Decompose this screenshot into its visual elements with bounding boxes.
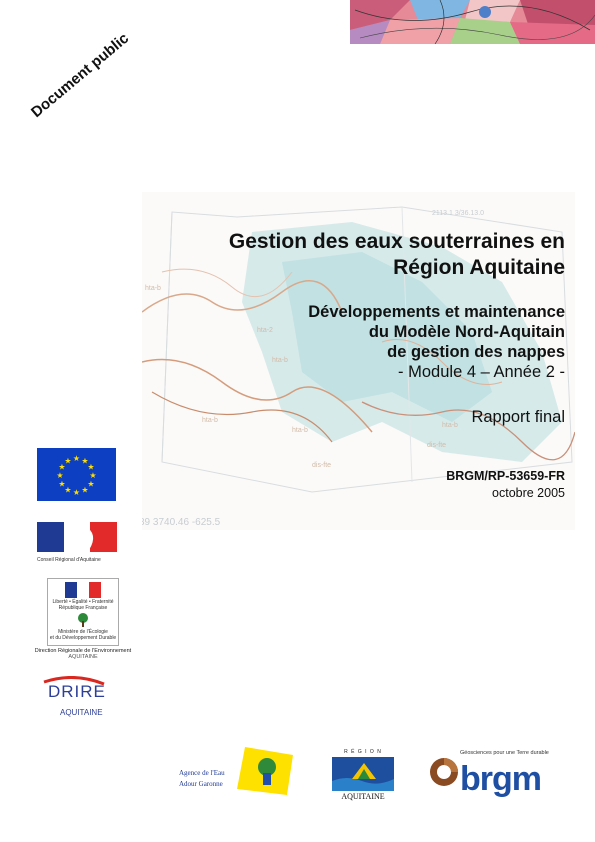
brgm-name: brgm (460, 760, 541, 798)
ministry-motto: Liberté • Égalité • Fraternité (52, 599, 114, 605)
drire-name: DRIRE (48, 682, 106, 701)
map-coords-bottom: 89 3740.46 -625.5 (142, 517, 221, 528)
region-aquitaine-logo (330, 749, 396, 807)
tree-icon (77, 613, 89, 627)
diren-sub: AQUITAINE (68, 654, 98, 660)
svg-text:★: ★ (81, 485, 89, 495)
title-line-1: Gestion des eaux souterraines en (228, 230, 565, 253)
eu-flag-logo (37, 448, 116, 501)
svg-text:★: ★ (87, 462, 95, 472)
agence-line-2: Adour Garonne (179, 780, 223, 788)
title-line-2: Région Aquitaine (393, 256, 565, 279)
report-date: octobre 2005 (492, 486, 565, 500)
subtitle-line-1: Développements et maintenance (308, 303, 565, 321)
diren-logo (33, 578, 133, 658)
ministry-name-1: Ministère de l'Écologie (58, 629, 108, 635)
map-label: dis-fte (312, 462, 332, 469)
svg-text:★: ★ (87, 479, 95, 489)
svg-text:★: ★ (89, 471, 97, 480)
agence-eau-logo (175, 745, 293, 797)
region-caption: Conseil Régional d'Aquitaine (37, 557, 101, 563)
french-flag-icon (65, 582, 101, 598)
svg-text:★: ★ (58, 479, 66, 489)
agence-line-1: Agence de l'Eau (179, 769, 225, 777)
region-letters: R É G I O N (344, 749, 382, 755)
map-label: hta-b (202, 417, 218, 424)
svg-text:★: ★ (56, 471, 64, 480)
map-label: hta-b (442, 422, 458, 429)
svg-text:★: ★ (72, 454, 81, 463)
brgm-logo (428, 750, 568, 808)
report-title (229, 229, 565, 281)
drire-logo (34, 676, 120, 722)
report-reference: BRGM/RP-53659-FR (446, 469, 565, 483)
svg-text:★: ★ (64, 485, 72, 495)
geological-map-strip (350, 0, 595, 44)
report-type: Rapport final (471, 408, 565, 426)
brgm-tagline: Géosciences pour une Terre durable (460, 750, 549, 756)
ministry-republic: République Française (58, 605, 108, 611)
report-subtitle (308, 302, 565, 382)
svg-text:★: ★ (64, 456, 72, 466)
document-public-stamp: Document public (28, 29, 133, 122)
svg-text:★: ★ (72, 488, 81, 497)
ministry-name-2: et du Développement Durable (49, 635, 117, 641)
map-coords-top: 2113.1 3/36.13.0 (432, 210, 485, 217)
subtitle-line-4: - Module 4 – Année 2 - (398, 363, 565, 381)
map-label: hta-b (272, 357, 288, 364)
map-label: dis-fte (427, 442, 447, 449)
map-label: hta-2 (257, 327, 273, 334)
subtitle-line-2: du Modèle Nord-Aquitain (368, 323, 565, 341)
diren-caption: Direction Régionale de l'Environnement (34, 648, 132, 654)
brgm-swirl-icon (428, 756, 460, 788)
svg-text:★: ★ (58, 462, 66, 472)
map-label: hta-b (145, 285, 161, 292)
prefecture-region-logo (37, 522, 117, 564)
region-name: AQUITAINE (341, 792, 385, 801)
svg-text:★: ★ (81, 456, 89, 466)
drire-sub: AQUITAINE (60, 708, 103, 717)
subtitle-line-3: de gestion des nappes (387, 343, 565, 361)
map-label: hta-b (292, 427, 308, 434)
